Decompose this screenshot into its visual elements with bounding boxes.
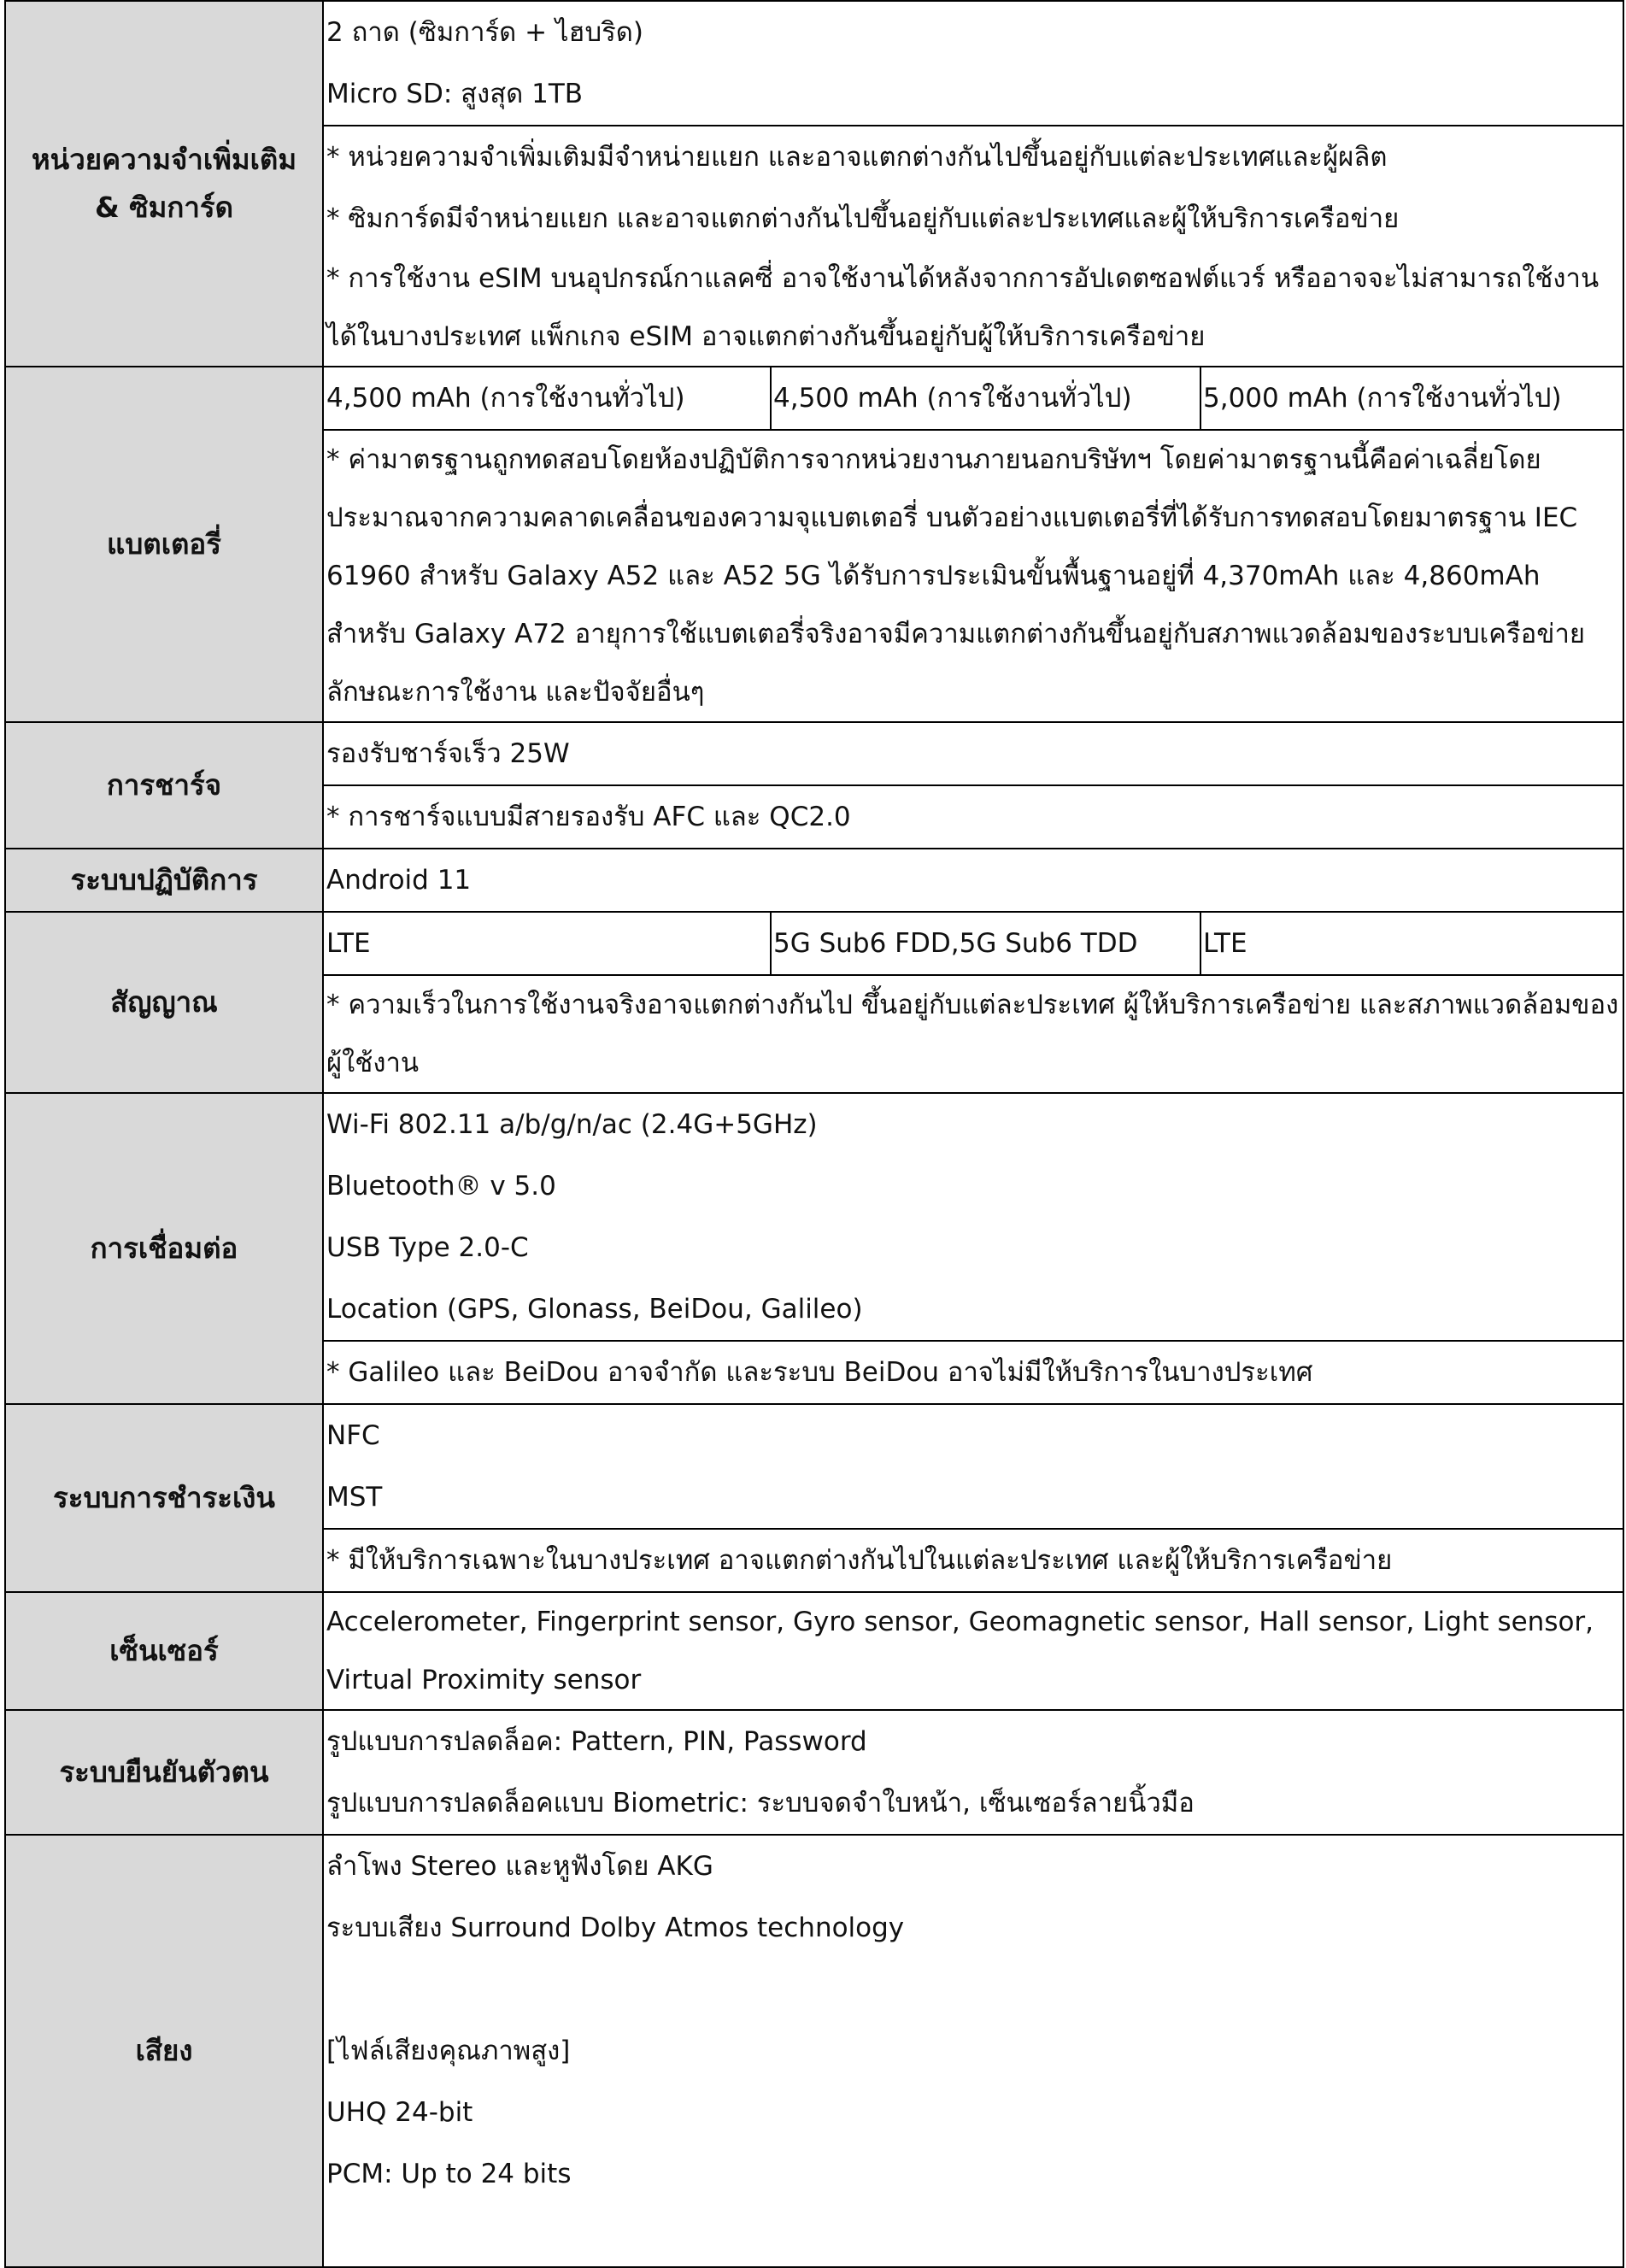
- table-row: [5, 1710, 1623, 1835]
- table-row: [5, 849, 1623, 912]
- charging-content: [323, 722, 1623, 849]
- row-label-memory: [5, 1, 323, 367]
- payment-item: MST: [326, 1482, 383, 1513]
- label-text: & ซิมการ์ด: [94, 191, 234, 224]
- memory-notes: [324, 125, 1623, 366]
- network-note: * ความเร็วในการใช้งานจริงอาจแตกต่างกันไป ขึ้นอยู่กับแต่ละประเทศ ผู้ให้บริการเครือข่าย และสภาพแวดล้อมของผู้ใช้งาน: [324, 974, 1623, 1092]
- audio-item: ลำโพง Stereo และหูฟังโดย AKG: [326, 1851, 713, 1882]
- network-value: LTE: [1200, 913, 1626, 974]
- row-label-sensors: เซ็นเซอร์: [5, 1592, 323, 1710]
- audio-hq-heading: [ไฟล์เสียงคุณภาพสูง]: [326, 2036, 571, 2066]
- sensors-value: Accelerometer, Fingerprint sensor, Gyro sensor, Geomagnetic sensor, Hall sensor, Light sensor, Virtual Proximity sensor: [326, 1607, 1594, 1695]
- spacer: [326, 1959, 1620, 2020]
- auth-content: [323, 1710, 1623, 1835]
- row-label-auth: ระบบยืนยันตัวตน: [5, 1710, 323, 1835]
- connectivity-item: Location (GPS, Glonass, BeiDou, Galileo): [326, 1294, 863, 1325]
- audio-content: [323, 1835, 1623, 2267]
- row-label-network: สัญญาณ: [5, 912, 323, 1093]
- table-row: [5, 722, 1623, 849]
- network-content: [323, 912, 1623, 1093]
- connectivity-item: Bluetooth® v 5.0: [326, 1171, 556, 1202]
- spacer: [326, 2205, 1620, 2266]
- connectivity-content: [323, 1093, 1623, 1404]
- audio-item: ระบบเสียง Surround Dolby Atmos technology: [326, 1913, 905, 1943]
- os-value: Android 11: [326, 865, 472, 896]
- audio-hq-item: PCM: Up to 24 bits: [326, 2159, 572, 2189]
- battery-value: 5,000 mAh (การใช้งานทั่วไป): [1200, 367, 1626, 429]
- label-text: หน่วยความจำเพิ่มเติม: [31, 143, 297, 176]
- row-label-os: ระบบปฏิบัติการ: [5, 849, 323, 912]
- auth-item: รูปแบบการปลดล็อคแบบ Biometric: ระบบจดจำใบหน้า, เซ็นเซอร์ลายนิ้วมือ: [326, 1788, 1195, 1819]
- row-label-connectivity: การเชื่อมต่อ: [5, 1093, 323, 1404]
- table-row: [5, 1, 1623, 367]
- note-esim: * การใช้งาน eSIM บนอุปกรณ์กาแลคซี่ อาจใช้งานได้หลังจากการอัปเดตซอฟต์แวร์ หรืออาจจะไม่สามารถใช้งานได้ในบางประเทศ แพ็กเกจ eSIM อาจแตกต่างกันขึ้นอยู่กับผู้ให้บริการเครือข่าย: [326, 263, 1600, 352]
- row-label-payment: ระบบการชำระเงิน: [5, 1404, 323, 1592]
- connectivity-item: USB Type 2.0-C: [326, 1232, 529, 1263]
- note-memory: * หน่วยความจำเพิ่มเติมมีจำหน่ายแยก และอาจแตกต่างกันไปขึ้นอยู่กับแต่ละประเทศและผู้ผลิต: [326, 142, 1388, 173]
- spec-table: [4, 0, 1624, 2268]
- memory-content: [323, 1, 1623, 367]
- battery-content: [323, 367, 1623, 722]
- charging-note: * การชาร์จแบบมีสายรองรับ AFC และ QC2.0: [324, 784, 1623, 848]
- connectivity-item: Wi-Fi 802.11 a/b/g/n/ac (2.4G+5GHz): [326, 1109, 818, 1140]
- row-label-charging: การชาร์จ: [5, 722, 323, 849]
- table-row: [5, 1093, 1623, 1404]
- sim-slot: 2 ถาด (ซิมการ์ด + ไฮบริด): [326, 17, 644, 48]
- table-row: [5, 1404, 1623, 1592]
- payment-content: [323, 1404, 1623, 1592]
- table-row: [5, 367, 1623, 722]
- micro-sd: Micro SD: สูงสุด 1TB: [326, 79, 584, 109]
- table-row: [5, 1835, 1623, 2267]
- payment-item: NFC: [326, 1420, 380, 1451]
- os-content: [323, 849, 1623, 912]
- charging-value: รองรับชาร์จเร็ว 25W: [326, 738, 570, 769]
- row-label-battery: แบตเตอรี่: [5, 367, 323, 722]
- audio-hq-item: UHQ 24-bit: [326, 2097, 473, 2128]
- battery-value: 4,500 mAh (การใช้งานทั่วไป): [770, 367, 1200, 429]
- battery-note: * ค่ามาตรฐานถูกทดสอบโดยห้องปฏิบัติการจากหน่วยงานภายนอกบริษัทฯ โดยค่ามาตรฐานนี้คือค่าเฉลี่ยโดยประมาณจากความคลาดเคลื่อนของความจุแบตเตอรี่ บนตัวอย่างแบตเตอรี่ที่ได้รับการทดสอบโดยมาตรฐาน IEC 61960 สำหรับ Galaxy A52 และ A52 5G ได้รับการประเมินขั้นพื้นฐานอยู่ที่ 4,370mAh และ 4,860mAh สำหรับ Galaxy A72 อายุการใช้แบตเตอรี่จริงอาจมีความแตกต่างกันขึ้นอยู่กับสภาพแวดล้อมของระบบเครือข่าย ลักษณะการใช้งาน และปัจจัยอื่นๆ: [324, 429, 1623, 721]
- payment-note: * มีให้บริการเฉพาะในบางประเทศ อาจแตกต่างกันไปในแต่ละประเทศ และผู้ให้บริการเครือข่าย: [324, 1528, 1623, 1591]
- battery-values: [326, 367, 1620, 429]
- sensors-content: [323, 1592, 1623, 1710]
- table-row: [5, 1592, 1623, 1710]
- auth-item: รูปแบบการปลดล็อค: Pattern, PIN, Password: [326, 1726, 867, 1757]
- battery-value: 4,500 mAh (การใช้งานทั่วไป): [326, 383, 685, 414]
- row-label-audio: เสียง: [5, 1835, 323, 2267]
- table-row: [5, 912, 1623, 1093]
- network-value: LTE: [326, 928, 371, 959]
- note-sim: * ซิมการ์ดมีจำหน่ายแยก และอาจแตกต่างกันไปขึ้นอยู่กับแต่ละประเทศและผู้ให้บริการเครือข่าย: [326, 203, 1400, 234]
- network-value: 5G Sub6 FDD,5G Sub6 TDD: [770, 913, 1200, 974]
- network-values: [326, 913, 1620, 974]
- connectivity-note: * Galileo และ BeiDou อาจจำกัด และระบบ BeiDou อาจไม่มีให้บริการในบางประเทศ: [324, 1340, 1623, 1403]
